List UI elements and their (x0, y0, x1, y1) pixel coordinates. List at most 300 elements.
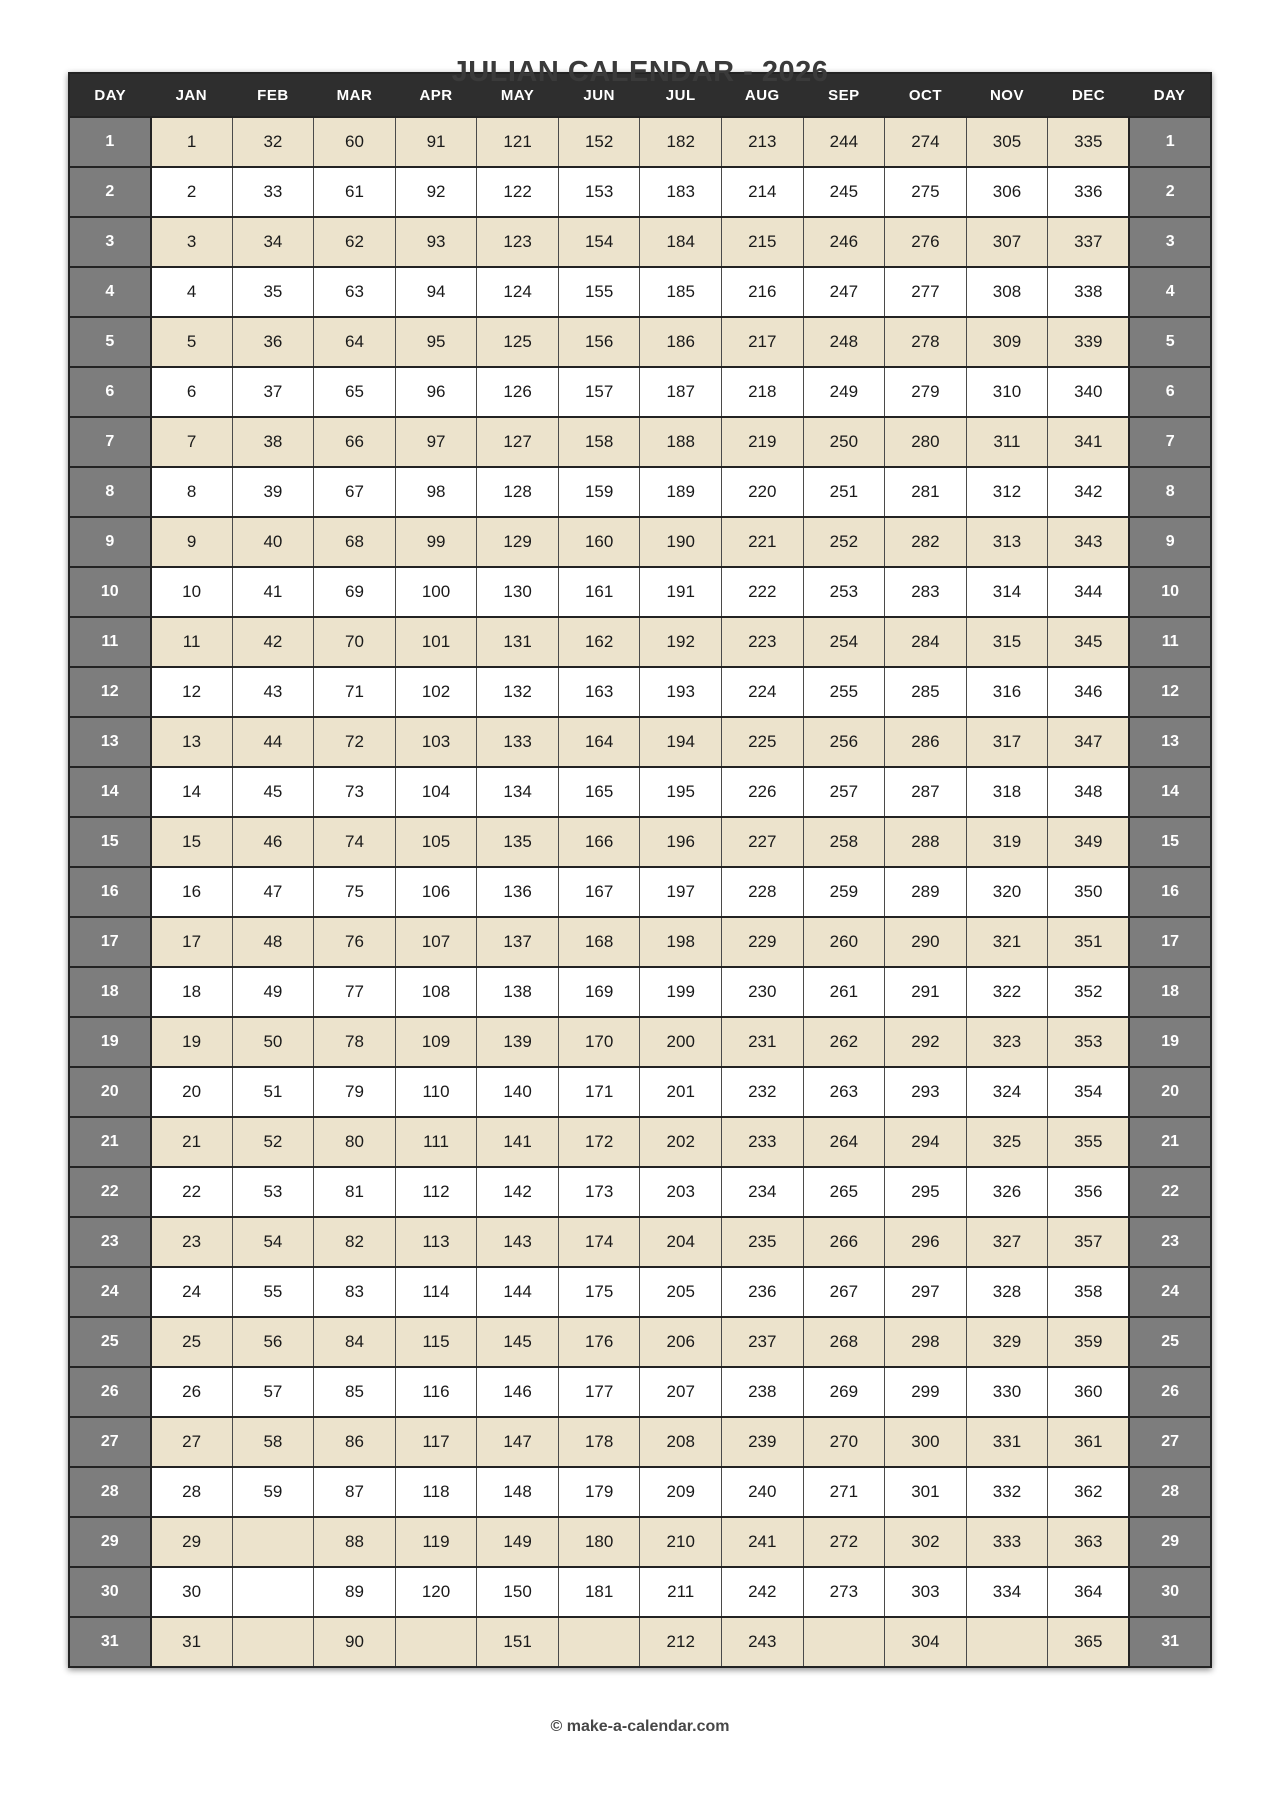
julian-day-cell: 39 (232, 467, 314, 517)
empty-cell (803, 1617, 885, 1667)
julian-day-cell: 186 (640, 317, 722, 367)
julian-day-cell: 176 (558, 1317, 640, 1367)
julian-day-cell: 261 (803, 967, 885, 1017)
julian-day-cell: 69 (314, 567, 396, 617)
julian-day-cell: 354 (1048, 1067, 1130, 1117)
julian-day-cell: 224 (722, 667, 804, 717)
julian-day-cell: 149 (477, 1517, 559, 1567)
day-cell-left: 7 (69, 417, 151, 467)
julian-day-cell: 295 (885, 1167, 967, 1217)
julian-day-cell: 109 (395, 1017, 477, 1067)
julian-day-cell: 65 (314, 367, 396, 417)
julian-day-cell: 355 (1048, 1117, 1130, 1167)
julian-day-cell: 349 (1048, 817, 1130, 867)
julian-day-cell: 223 (722, 617, 804, 667)
julian-day-cell: 48 (232, 917, 314, 967)
julian-day-cell: 181 (558, 1567, 640, 1617)
julian-day-cell: 229 (722, 917, 804, 967)
julian-day-cell: 76 (314, 917, 396, 967)
julian-day-cell: 204 (640, 1217, 722, 1267)
julian-day-cell: 351 (1048, 917, 1130, 967)
julian-day-cell: 29 (151, 1517, 233, 1567)
table-row (69, 967, 1211, 1017)
julian-day-cell: 131 (477, 617, 559, 667)
col-header-aug: AUG (722, 73, 804, 117)
julian-day-cell: 248 (803, 317, 885, 367)
julian-day-cell: 104 (395, 767, 477, 817)
julian-day-cell: 232 (722, 1067, 804, 1117)
julian-day-cell: 348 (1048, 767, 1130, 817)
julian-day-cell: 15 (151, 817, 233, 867)
day-cell-right: 12 (1129, 667, 1211, 717)
julian-day-cell: 246 (803, 217, 885, 267)
julian-day-cell: 88 (314, 1517, 396, 1567)
day-cell-left: 1 (69, 117, 151, 167)
julian-day-cell: 233 (722, 1117, 804, 1167)
julian-day-cell: 174 (558, 1217, 640, 1267)
julian-day-cell: 59 (232, 1467, 314, 1517)
julian-day-cell: 144 (477, 1267, 559, 1317)
julian-day-cell: 306 (966, 167, 1048, 217)
julian-day-cell: 62 (314, 217, 396, 267)
julian-day-cell: 190 (640, 517, 722, 567)
col-header-may: MAY (477, 73, 559, 117)
julian-day-cell: 194 (640, 717, 722, 767)
julian-day-cell: 260 (803, 917, 885, 967)
julian-day-cell: 30 (151, 1567, 233, 1617)
julian-day-cell: 85 (314, 1367, 396, 1417)
julian-day-cell: 304 (885, 1617, 967, 1667)
julian-day-cell: 346 (1048, 667, 1130, 717)
julian-day-cell: 124 (477, 267, 559, 317)
day-cell-left: 26 (69, 1367, 151, 1417)
table-row (69, 467, 1211, 517)
julian-day-cell: 324 (966, 1067, 1048, 1117)
day-cell-left: 8 (69, 467, 151, 517)
julian-day-cell: 5 (151, 317, 233, 367)
julian-day-cell: 103 (395, 717, 477, 767)
julian-day-cell: 23 (151, 1217, 233, 1267)
day-cell-right: 11 (1129, 617, 1211, 667)
day-cell-right: 1 (1129, 117, 1211, 167)
julian-day-cell: 245 (803, 167, 885, 217)
julian-day-cell: 110 (395, 1067, 477, 1117)
julian-day-cell: 352 (1048, 967, 1130, 1017)
julian-day-cell: 68 (314, 517, 396, 567)
julian-day-cell: 74 (314, 817, 396, 867)
julian-day-cell: 33 (232, 167, 314, 217)
julian-day-cell: 256 (803, 717, 885, 767)
julian-day-cell: 156 (558, 317, 640, 367)
julian-day-cell: 210 (640, 1517, 722, 1567)
julian-day-cell: 300 (885, 1417, 967, 1467)
julian-day-cell: 202 (640, 1117, 722, 1167)
julian-day-cell: 207 (640, 1367, 722, 1417)
table-row (69, 717, 1211, 767)
day-cell-left: 16 (69, 867, 151, 917)
julian-day-cell: 221 (722, 517, 804, 567)
julian-day-cell: 98 (395, 467, 477, 517)
julian-day-cell: 12 (151, 667, 233, 717)
julian-day-cell: 272 (803, 1517, 885, 1567)
julian-day-cell: 310 (966, 367, 1048, 417)
julian-day-cell: 249 (803, 367, 885, 417)
julian-day-cell: 297 (885, 1267, 967, 1317)
day-cell-left: 10 (69, 567, 151, 617)
julian-day-cell: 308 (966, 267, 1048, 317)
julian-day-cell: 185 (640, 267, 722, 317)
julian-day-cell: 83 (314, 1267, 396, 1317)
julian-day-cell: 283 (885, 567, 967, 617)
julian-day-cell: 330 (966, 1367, 1048, 1417)
day-cell-right: 4 (1129, 267, 1211, 317)
day-cell-left: 5 (69, 317, 151, 367)
julian-day-cell: 309 (966, 317, 1048, 367)
julian-day-cell: 289 (885, 867, 967, 917)
day-cell-left: 14 (69, 767, 151, 817)
col-header-nov: NOV (966, 73, 1048, 117)
julian-day-cell: 142 (477, 1167, 559, 1217)
julian-day-cell: 22 (151, 1167, 233, 1217)
col-header-day-right: DAY (1129, 73, 1211, 117)
julian-day-cell: 253 (803, 567, 885, 617)
julian-day-cell: 268 (803, 1317, 885, 1367)
julian-day-cell: 313 (966, 517, 1048, 567)
julian-day-cell: 77 (314, 967, 396, 1017)
julian-day-cell: 154 (558, 217, 640, 267)
julian-day-cell: 303 (885, 1567, 967, 1617)
table-row (69, 1017, 1211, 1067)
julian-day-cell: 294 (885, 1117, 967, 1167)
julian-day-cell: 79 (314, 1067, 396, 1117)
julian-day-cell: 43 (232, 667, 314, 717)
day-cell-right: 23 (1129, 1217, 1211, 1267)
julian-day-cell: 145 (477, 1317, 559, 1367)
julian-day-cell: 1 (151, 117, 233, 167)
julian-day-cell: 113 (395, 1217, 477, 1267)
julian-day-cell: 58 (232, 1417, 314, 1467)
julian-day-cell: 353 (1048, 1017, 1130, 1067)
julian-day-cell: 290 (885, 917, 967, 967)
julian-day-cell: 93 (395, 217, 477, 267)
julian-day-cell: 299 (885, 1367, 967, 1417)
julian-day-cell: 130 (477, 567, 559, 617)
julian-day-cell: 19 (151, 1017, 233, 1067)
table-row (69, 167, 1211, 217)
julian-day-cell: 198 (640, 917, 722, 967)
table-row (69, 317, 1211, 367)
julian-day-cell: 356 (1048, 1167, 1130, 1217)
julian-day-cell: 173 (558, 1167, 640, 1217)
julian-day-cell: 87 (314, 1467, 396, 1517)
julian-day-cell: 6 (151, 367, 233, 417)
julian-day-cell: 128 (477, 467, 559, 517)
julian-day-cell: 262 (803, 1017, 885, 1067)
julian-day-cell: 90 (314, 1617, 396, 1667)
julian-day-cell: 257 (803, 767, 885, 817)
julian-day-cell: 167 (558, 867, 640, 917)
col-header-apr: APR (395, 73, 477, 117)
julian-day-cell: 14 (151, 767, 233, 817)
day-cell-left: 21 (69, 1117, 151, 1167)
day-cell-right: 27 (1129, 1417, 1211, 1467)
julian-day-cell: 267 (803, 1267, 885, 1317)
julian-day-cell: 97 (395, 417, 477, 467)
julian-day-cell: 225 (722, 717, 804, 767)
day-cell-left: 23 (69, 1217, 151, 1267)
julian-day-cell: 117 (395, 1417, 477, 1467)
julian-day-cell: 358 (1048, 1267, 1130, 1317)
julian-day-cell: 84 (314, 1317, 396, 1367)
col-header-mar: MAR (314, 73, 396, 117)
julian-day-cell: 165 (558, 767, 640, 817)
julian-day-cell: 153 (558, 167, 640, 217)
julian-day-cell: 307 (966, 217, 1048, 267)
julian-day-cell: 111 (395, 1117, 477, 1167)
julian-day-cell: 315 (966, 617, 1048, 667)
julian-day-cell: 56 (232, 1317, 314, 1367)
julian-day-cell: 231 (722, 1017, 804, 1067)
julian-day-cell: 344 (1048, 567, 1130, 617)
julian-day-cell: 99 (395, 517, 477, 567)
julian-day-cell: 331 (966, 1417, 1048, 1467)
col-header-jul: JUL (640, 73, 722, 117)
table-row (69, 817, 1211, 867)
julian-day-cell: 122 (477, 167, 559, 217)
day-cell-right: 6 (1129, 367, 1211, 417)
julian-day-cell: 322 (966, 967, 1048, 1017)
julian-day-cell: 169 (558, 967, 640, 1017)
day-cell-left: 24 (69, 1267, 151, 1317)
julian-day-cell: 326 (966, 1167, 1048, 1217)
julian-day-cell: 7 (151, 417, 233, 467)
julian-day-cell: 265 (803, 1167, 885, 1217)
col-header-oct: OCT (885, 73, 967, 117)
julian-day-cell: 208 (640, 1417, 722, 1467)
table-row (69, 917, 1211, 967)
julian-day-cell: 94 (395, 267, 477, 317)
col-header-day-left: DAY (69, 73, 151, 117)
julian-day-cell: 193 (640, 667, 722, 717)
julian-day-cell: 347 (1048, 717, 1130, 767)
julian-day-cell: 203 (640, 1167, 722, 1217)
julian-day-cell: 73 (314, 767, 396, 817)
julian-day-cell: 129 (477, 517, 559, 567)
julian-day-cell: 13 (151, 717, 233, 767)
julian-day-cell: 293 (885, 1067, 967, 1117)
julian-day-cell: 28 (151, 1467, 233, 1517)
julian-day-cell: 350 (1048, 867, 1130, 917)
julian-day-cell: 82 (314, 1217, 396, 1267)
julian-day-cell: 357 (1048, 1217, 1130, 1267)
julian-day-cell: 312 (966, 467, 1048, 517)
julian-day-cell: 125 (477, 317, 559, 367)
julian-day-cell: 244 (803, 117, 885, 167)
julian-day-cell: 325 (966, 1117, 1048, 1167)
julian-day-cell: 10 (151, 567, 233, 617)
julian-day-cell: 270 (803, 1417, 885, 1467)
empty-cell (966, 1617, 1048, 1667)
julian-day-cell: 25 (151, 1317, 233, 1367)
julian-day-cell: 362 (1048, 1467, 1130, 1517)
day-cell-left: 18 (69, 967, 151, 1017)
day-cell-right: 28 (1129, 1467, 1211, 1517)
julian-day-cell: 285 (885, 667, 967, 717)
table-row (69, 1217, 1211, 1267)
julian-day-cell: 364 (1048, 1567, 1130, 1617)
julian-day-cell: 101 (395, 617, 477, 667)
julian-day-cell: 254 (803, 617, 885, 667)
julian-day-cell: 159 (558, 467, 640, 517)
table-row (69, 1117, 1211, 1167)
julian-day-cell: 321 (966, 917, 1048, 967)
julian-day-cell: 115 (395, 1317, 477, 1367)
julian-day-cell: 86 (314, 1417, 396, 1467)
julian-day-cell: 323 (966, 1017, 1048, 1067)
julian-day-cell: 316 (966, 667, 1048, 717)
julian-day-cell: 50 (232, 1017, 314, 1067)
julian-day-cell: 96 (395, 367, 477, 417)
julian-day-cell: 213 (722, 117, 804, 167)
day-cell-right: 30 (1129, 1567, 1211, 1617)
julian-day-cell: 282 (885, 517, 967, 567)
julian-day-cell: 226 (722, 767, 804, 817)
julian-day-cell: 195 (640, 767, 722, 817)
day-cell-left: 6 (69, 367, 151, 417)
julian-day-cell: 44 (232, 717, 314, 767)
julian-day-cell: 271 (803, 1467, 885, 1517)
julian-day-cell: 230 (722, 967, 804, 1017)
footer-credit: © make-a-calendar.com (550, 1718, 730, 1735)
julian-day-cell: 164 (558, 717, 640, 767)
day-cell-left: 2 (69, 167, 151, 217)
day-cell-right: 16 (1129, 867, 1211, 917)
julian-day-cell: 146 (477, 1367, 559, 1417)
day-cell-right: 17 (1129, 917, 1211, 967)
julian-day-cell: 317 (966, 717, 1048, 767)
julian-day-cell: 123 (477, 217, 559, 267)
julian-day-cell: 35 (232, 267, 314, 317)
julian-day-cell: 222 (722, 567, 804, 617)
day-cell-left: 20 (69, 1067, 151, 1117)
julian-day-cell: 151 (477, 1617, 559, 1667)
day-cell-left: 11 (69, 617, 151, 667)
julian-day-cell: 18 (151, 967, 233, 1017)
julian-day-cell: 182 (640, 117, 722, 167)
julian-day-cell: 116 (395, 1367, 477, 1417)
julian-day-cell: 11 (151, 617, 233, 667)
day-cell-left: 3 (69, 217, 151, 267)
julian-day-cell: 235 (722, 1217, 804, 1267)
julian-day-cell: 211 (640, 1567, 722, 1617)
julian-day-cell: 184 (640, 217, 722, 267)
julian-day-cell: 21 (151, 1117, 233, 1167)
julian-day-cell: 340 (1048, 367, 1130, 417)
julian-day-cell: 107 (395, 917, 477, 967)
julian-day-cell: 274 (885, 117, 967, 167)
day-cell-right: 10 (1129, 567, 1211, 617)
julian-day-cell: 148 (477, 1467, 559, 1517)
julian-day-cell: 337 (1048, 217, 1130, 267)
julian-day-cell: 8 (151, 467, 233, 517)
julian-day-cell: 9 (151, 517, 233, 567)
day-cell-left: 31 (69, 1617, 151, 1667)
julian-day-cell: 37 (232, 367, 314, 417)
table-row (69, 1367, 1211, 1417)
julian-day-cell: 108 (395, 967, 477, 1017)
julian-day-cell: 119 (395, 1517, 477, 1567)
day-cell-right: 13 (1129, 717, 1211, 767)
julian-day-cell: 161 (558, 567, 640, 617)
day-cell-left: 12 (69, 667, 151, 717)
julian-day-cell: 284 (885, 617, 967, 667)
day-cell-left: 27 (69, 1417, 151, 1467)
julian-day-cell: 258 (803, 817, 885, 867)
julian-day-cell: 332 (966, 1467, 1048, 1517)
day-cell-left: 22 (69, 1167, 151, 1217)
day-cell-right: 21 (1129, 1117, 1211, 1167)
col-header-jan: JAN (151, 73, 233, 117)
julian-day-cell: 46 (232, 817, 314, 867)
julian-day-cell: 243 (722, 1617, 804, 1667)
table-row (69, 367, 1211, 417)
julian-day-cell: 17 (151, 917, 233, 967)
julian-day-cell: 112 (395, 1167, 477, 1217)
julian-day-cell: 70 (314, 617, 396, 667)
julian-day-cell: 363 (1048, 1517, 1130, 1567)
table-row (69, 1267, 1211, 1317)
julian-day-cell: 137 (477, 917, 559, 967)
day-cell-right: 25 (1129, 1317, 1211, 1367)
julian-day-cell: 345 (1048, 617, 1130, 667)
julian-day-cell: 215 (722, 217, 804, 267)
day-cell-left: 4 (69, 267, 151, 317)
julian-day-cell: 238 (722, 1367, 804, 1417)
day-cell-right: 29 (1129, 1517, 1211, 1567)
julian-day-cell: 36 (232, 317, 314, 367)
julian-day-cell: 361 (1048, 1417, 1130, 1467)
julian-day-cell: 214 (722, 167, 804, 217)
table-row (69, 267, 1211, 317)
julian-day-cell: 287 (885, 767, 967, 817)
julian-day-cell: 319 (966, 817, 1048, 867)
julian-day-cell: 240 (722, 1467, 804, 1517)
table-row (69, 567, 1211, 617)
julian-day-cell: 288 (885, 817, 967, 867)
julian-day-cell: 105 (395, 817, 477, 867)
julian-day-cell: 239 (722, 1417, 804, 1467)
julian-day-cell: 38 (232, 417, 314, 467)
julian-day-cell: 171 (558, 1067, 640, 1117)
day-cell-right: 18 (1129, 967, 1211, 1017)
day-cell-right: 22 (1129, 1167, 1211, 1217)
julian-day-cell: 302 (885, 1517, 967, 1567)
julian-day-cell: 16 (151, 867, 233, 917)
julian-day-cell: 170 (558, 1017, 640, 1067)
julian-day-cell: 45 (232, 767, 314, 817)
julian-day-cell: 199 (640, 967, 722, 1017)
empty-cell (232, 1567, 314, 1617)
julian-day-cell: 52 (232, 1117, 314, 1167)
julian-day-cell: 365 (1048, 1617, 1130, 1667)
julian-day-cell: 4 (151, 267, 233, 317)
julian-day-cell: 53 (232, 1167, 314, 1217)
julian-day-cell: 41 (232, 567, 314, 617)
julian-day-cell: 81 (314, 1167, 396, 1217)
julian-day-cell: 237 (722, 1317, 804, 1367)
julian-day-cell: 336 (1048, 167, 1130, 217)
empty-cell (232, 1517, 314, 1567)
